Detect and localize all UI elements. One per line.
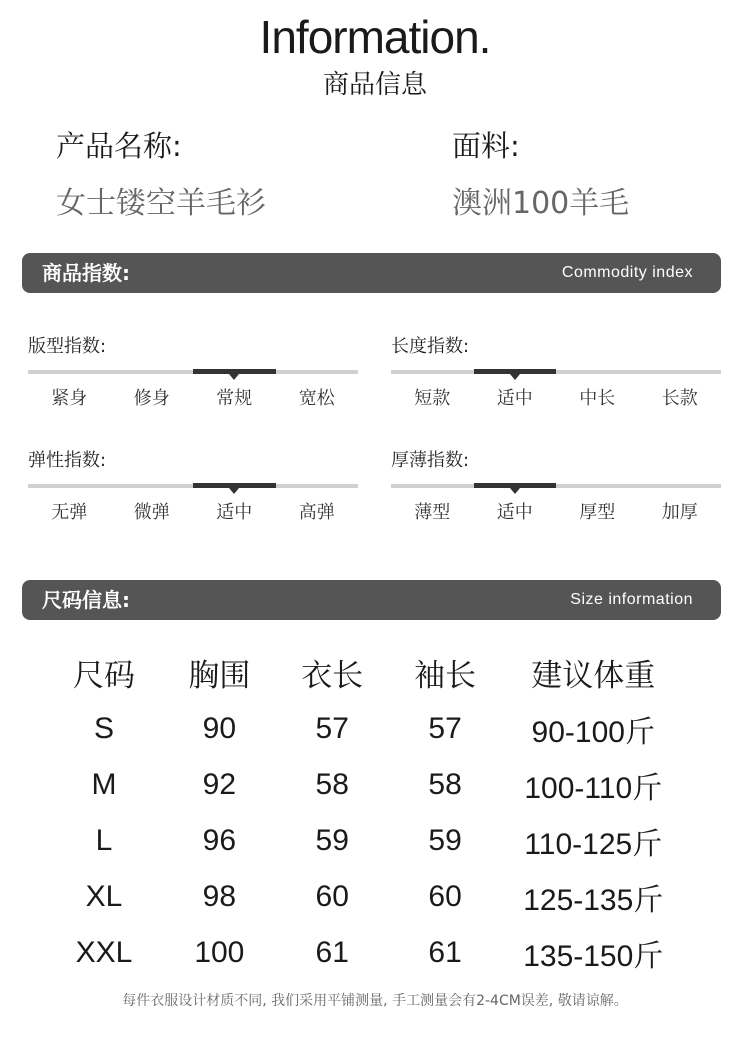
table-cell: 58 [315, 768, 349, 801]
index-group-label: 长度指数: [391, 336, 470, 357]
index-option: 常规 [216, 388, 253, 409]
index-option: 加厚 [661, 502, 698, 523]
table-cell: M [91, 768, 117, 801]
commodity-index-title: 商品指数: [42, 261, 130, 285]
index-option: 适中 [216, 502, 253, 523]
indicator-notch-icon [510, 488, 520, 494]
table-cell: 60 [315, 880, 349, 913]
indicator-notch-icon [229, 374, 239, 380]
index-group-label: 版型指数: [28, 336, 107, 357]
product-name-value: 女士镂空羊毛衫 [56, 186, 266, 221]
index-option: 微弹 [133, 502, 170, 523]
index-option: 短款 [414, 388, 451, 409]
column-header: 胸围 [188, 657, 251, 694]
measurement-footnote: 每件衣服设计材质不同, 我们采用平铺测量, 手工测量会有2-4CM误差, 敬请谅解。 [122, 993, 628, 1009]
index-group-length [391, 334, 721, 410]
table-cell: 61 [428, 936, 462, 969]
table-cell: 58 [428, 768, 462, 801]
index-track [28, 370, 358, 374]
size-table-header-row [45, 643, 685, 701]
table-cell: 59 [428, 824, 462, 857]
column-header: 尺码 [72, 657, 135, 694]
table-cell: 90-100斤 [531, 716, 655, 749]
table-cell: 90 [202, 712, 237, 745]
index-options [28, 384, 358, 410]
index-track [391, 484, 721, 488]
table-cell: 100-110斤 [524, 772, 663, 805]
index-option: 薄型 [414, 502, 451, 523]
index-active-segment [474, 369, 557, 374]
indicator-notch-icon [229, 488, 239, 494]
index-option: 适中 [496, 502, 533, 523]
fabric-value: 澳洲100羊毛 [452, 186, 630, 221]
index-track [391, 370, 721, 374]
table-cell: S [93, 712, 114, 745]
table-cell: 100 [194, 936, 245, 969]
title-english: Information. [259, 11, 491, 63]
index-track [28, 484, 358, 488]
product-name-label: 产品名称: [56, 129, 182, 163]
table-cell: XL [85, 880, 123, 913]
table-cell: 57 [428, 712, 462, 745]
table-row [45, 869, 685, 925]
index-group-thickness [391, 448, 721, 524]
index-active-segment [474, 483, 557, 488]
index-option: 修身 [133, 388, 170, 409]
table-cell: 96 [202, 824, 237, 857]
index-group-label: 厚薄指数: [391, 450, 470, 471]
table-cell: 61 [315, 936, 349, 969]
index-group-label: 弹性指数: [28, 450, 107, 471]
index-option: 适中 [496, 388, 533, 409]
table-cell: XXL [75, 936, 133, 969]
column-header: 建议体重 [531, 657, 656, 694]
index-option: 长款 [661, 388, 698, 409]
column-header: 袖长 [414, 657, 477, 694]
index-group-elasticity [28, 448, 358, 524]
table-cell: 57 [315, 712, 349, 745]
table-cell: 110-125斤 [524, 828, 663, 861]
title-chinese: 商品信息 [322, 70, 427, 100]
size-table [45, 643, 685, 981]
index-group-fit [28, 334, 358, 410]
index-option: 紧身 [51, 388, 88, 409]
table-cell: 135-150斤 [523, 940, 664, 973]
table-cell: 60 [428, 880, 462, 913]
index-options [391, 384, 721, 410]
table-row [45, 925, 685, 981]
column-header: 衣长 [301, 657, 364, 694]
index-option: 中长 [579, 388, 616, 409]
commodity-index-header [22, 253, 721, 293]
fabric-label: 面料: [452, 129, 520, 163]
table-cell: L [95, 824, 113, 857]
table-row [45, 701, 685, 757]
table-row [45, 813, 685, 869]
indicator-notch-icon [510, 374, 520, 380]
table-cell: 59 [315, 824, 349, 857]
size-info-title: 尺码信息: [42, 588, 130, 612]
commodity-index-subtitle: Commodity index [561, 264, 693, 281]
index-options [28, 498, 358, 524]
table-cell: 125-135斤 [523, 884, 664, 917]
table-cell: 98 [202, 880, 237, 913]
table-cell: 92 [202, 768, 237, 801]
table-row [45, 757, 685, 813]
index-option: 厚型 [579, 502, 616, 523]
index-active-segment [193, 483, 276, 488]
index-active-segment [193, 369, 276, 374]
index-option: 高弹 [298, 502, 335, 523]
size-info-subtitle: Size information [570, 591, 693, 608]
index-option: 宽松 [298, 388, 335, 409]
index-options [391, 498, 721, 524]
index-option: 无弹 [51, 502, 88, 523]
size-info-header [22, 580, 721, 620]
